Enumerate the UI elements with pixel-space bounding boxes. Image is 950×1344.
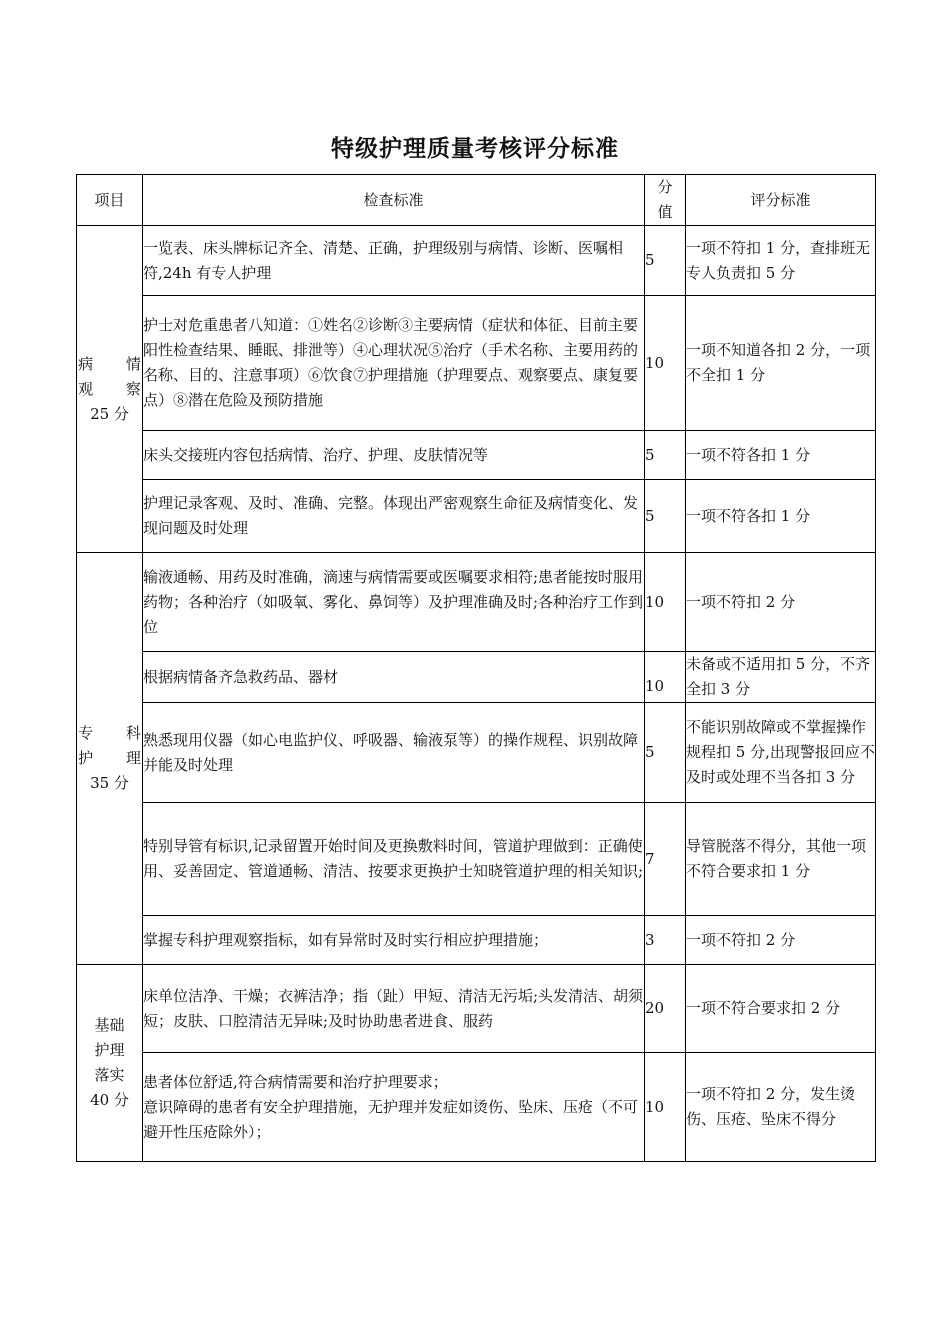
table-row — [77, 652, 876, 703]
rule-cell: 导管脱落不得分，其他一项不符合要求扣 1 分 — [686, 803, 876, 916]
table-row — [77, 480, 876, 553]
standard-cell: 特别导管有标识,记录留置开始时间及更换敷料时间，管道护理做到：正确使用、妥善固定、管道通畅、清洁、按要求更换护士知晓管道护理的相关知识; — [143, 803, 645, 916]
section-label-line: 25 分 — [90, 404, 129, 423]
section-label-line: 护 理 — [78, 749, 155, 767]
rule-cell: 一项不符扣 2 分，发生烫伤、压疮、坠床不得分 — [686, 1053, 876, 1162]
rule-cell: 一项不符扣 2 分 — [686, 916, 876, 965]
value-cell: 10 — [645, 553, 686, 652]
value-cell: 5 — [645, 226, 686, 296]
scoring-table — [76, 174, 876, 1162]
standard-line: 意识障碍的患者有安全护理措施，无护理并发症如烫伤、坠床、压疮（不可避开性压疮除外）； — [143, 1097, 639, 1141]
header-value-line-2: 值 — [657, 203, 673, 221]
header-item: 项目 — [77, 175, 143, 226]
rule-cell: 不能识别故障或不掌握操作规程扣 5 分,出现警报回应不及时或处理不当各扣 3 分 — [686, 703, 876, 803]
section-label-line: 40 分 — [90, 1091, 129, 1109]
standard-cell: 一览表、床头牌标记齐全、清楚、正确，护理级别与病情、诊断、医嘱相符,24h 有专人护理 — [143, 226, 645, 296]
section-label-line: 基础 — [94, 1016, 125, 1034]
rule-cell: 一项不符各扣 1 分 — [686, 480, 876, 553]
value-cell: 10 — [645, 1053, 686, 1162]
table-row — [77, 1053, 876, 1162]
header-standard: 检查标准 — [143, 175, 645, 226]
header-rule: 评分标准 — [686, 175, 876, 226]
section-label-line: 35 分 — [90, 774, 129, 792]
rule-cell: 一项不符各扣 1 分 — [686, 431, 876, 480]
standard-cell: 掌握专科护理观察指标，如有异常时及时实行相应护理措施； — [143, 916, 645, 965]
standard-cell: 根据病情备齐急救药品、器材 — [143, 652, 645, 703]
value-cell: 10 — [645, 296, 686, 431]
standard-cell: 床头交接班内容包括病情、治疗、护理、皮肤情况等 — [143, 431, 645, 480]
section-label-observation — [77, 226, 155, 553]
page-title: 特级护理质量考核评分标准 — [331, 136, 619, 162]
rule-cell: 一项不符合要求扣 2 分 — [686, 965, 876, 1053]
standard-cell: 护士对危重患者八知道：①姓名②诊断③主要病情（症状和体征、目前主要阳性检查结果、睡眠、排泄等）④心理状况⑤治疗（手术名称、主要用药的名称、目的、注意事项）⑥饮食⑦护理措施（护理要点、观察要点、康复要点）⑧潜在危险及预防措施 — [143, 296, 645, 431]
section-label-specialty — [77, 553, 155, 965]
table-header-row — [77, 175, 876, 226]
header-value-line-1: 分 — [657, 178, 673, 196]
standard-cell: 床单位洁净、干燥；衣裤洁净；指（趾）甲短、清洁无污垢;头发清洁、胡须短；皮肤、口腔清洁无异味;及时协助患者进食、服药 — [143, 965, 645, 1053]
table-row — [77, 226, 876, 296]
standard-cell: 熟悉现用仪器（如心电监护仪、呼吸器、输液泵等）的操作规程、识别故障并能及时处理 — [143, 703, 645, 803]
standard-cell: 输液通畅、用药及时准确，滴速与病情需要或医嘱要求相符;患者能按时服用药物；各种治疗（如吸氧、雾化、鼻饲等）及护理准确及时;各种治疗工作到位 — [143, 553, 645, 652]
standard-line: 患者体位舒适,符合病情需要和治疗护理要求； — [143, 1072, 448, 1091]
value-cell: 5 — [645, 480, 686, 553]
table-row — [77, 553, 876, 652]
table-row — [77, 703, 876, 803]
value-cell: 20 — [645, 965, 686, 1053]
table-row — [77, 803, 876, 916]
table-row — [77, 431, 876, 480]
section-label-line: 专 科 — [78, 724, 155, 742]
section-label-line: 落实 — [94, 1066, 125, 1084]
value-cell: 7 — [645, 803, 686, 916]
table-row — [77, 965, 876, 1053]
standard-cell — [143, 1053, 645, 1162]
rule-cell: 未备或不适用扣 5 分，不齐全扣 3 分 — [686, 652, 876, 703]
value-cell: 3 — [645, 916, 686, 965]
value-cell: 10 — [645, 652, 686, 703]
rule-cell: 一项不知道各扣 2 分，一项不全扣 1 分 — [686, 296, 876, 431]
standard-cell: 护理记录客观、及时、准确、完整。体现出严密观察生命征及病情变化、发现问题及时处理 — [143, 480, 645, 553]
value-cell: 5 — [645, 431, 686, 480]
table-row — [77, 296, 876, 431]
section-label-line: 护理 — [94, 1041, 125, 1059]
rule-cell: 一项不符扣 1 分，查排班无专人负责扣 5 分 — [686, 226, 876, 296]
rule-cell: 一项不符扣 2 分 — [686, 553, 876, 652]
header-value — [645, 175, 686, 226]
section-label-line: 病 情 — [78, 354, 155, 373]
value-cell: 5 — [645, 703, 686, 803]
section-label-basic-care — [77, 965, 143, 1162]
section-label-line: 观 察 — [78, 379, 155, 398]
table-row — [77, 916, 876, 965]
